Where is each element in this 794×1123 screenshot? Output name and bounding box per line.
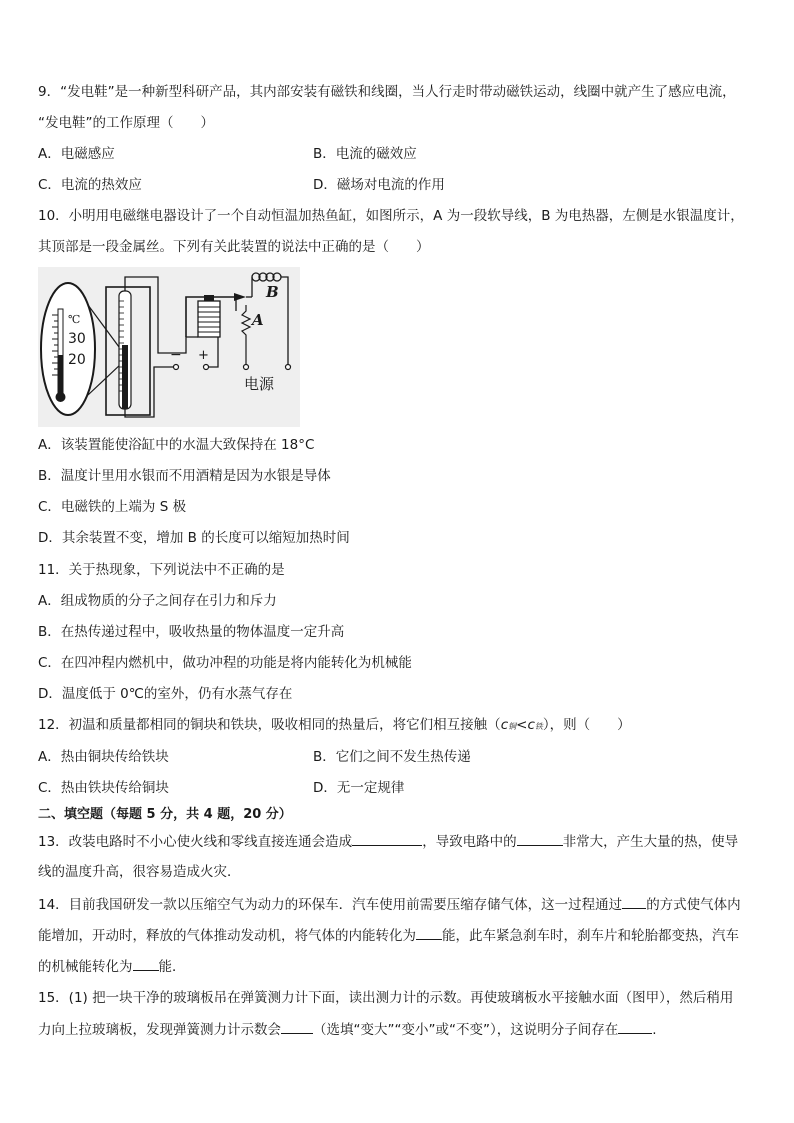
- q15-line2: [38, 1019, 657, 1040]
- control-wire-top: [125, 277, 172, 353]
- q14-line1: [38, 894, 741, 915]
- q11-option-b: B．在热传递过程中，吸收热量的物体温度一定升高: [38, 624, 345, 640]
- soft-wire-a: [242, 305, 250, 367]
- q14-part5: 的机械能转化为: [38, 959, 133, 975]
- q11-stem: 11．关于热现象，下列说法中不正确的是: [38, 562, 285, 578]
- q10-option-d: D．其余装置不变，增加 B 的长度可以缩短加热时间: [38, 530, 350, 546]
- small-thermometer-mercury: [59, 355, 63, 393]
- q12-sub-iron: 铁: [534, 722, 543, 731]
- q14-line2: [38, 925, 739, 946]
- minus-sign: −: [170, 347, 182, 363]
- q12-c-symbol: c: [500, 717, 509, 733]
- q9-option-b: B．电流的磁效应: [313, 146, 417, 162]
- power-terminal-left: [244, 365, 249, 370]
- q13-part3: 非常大，产生大量的热，使导: [562, 834, 739, 850]
- power-label: 电源: [244, 375, 275, 393]
- q14-blank-3[interactable]: [133, 956, 159, 971]
- q13-line1: [38, 831, 738, 852]
- q14-part6: 能．: [158, 959, 186, 975]
- plus-sign: +: [198, 348, 209, 363]
- q13-part1: 13．改装电路时不小心使火线和零线直接连通会造成: [38, 834, 353, 850]
- magnifier-ellipse: [41, 283, 95, 415]
- small-thermometer-bulb: [56, 392, 66, 402]
- q14-part1: 14．目前我国研发一款以压缩空气为动力的环保车．汽车使用前需要压缩存储气体，这一过程通过: [38, 897, 623, 913]
- section-title-fill-in: 二、填空题（每题 5 分，共 4 题，20 分）: [38, 807, 292, 822]
- q14-part3: 能增加，开动时，释放的气体推动发动机，将气体的内能转化为: [38, 928, 416, 944]
- q10-stem-line1: 10．小明用电磁继电器设计了一个自动恒温加热鱼缸，如图所示，A 为一段软导线，B 为电热器，左侧是水银温度计，: [38, 208, 744, 224]
- tick-30-label: 30: [68, 331, 86, 347]
- q10-stem-line2: 其顶部是一段金属丝。下列有关此装置的说法中正确的是（ ）: [38, 239, 430, 255]
- q9-stem-line2: “发电鞋”的工作原理（ ）: [38, 115, 214, 131]
- q15-part3: .: [652, 1022, 657, 1038]
- label-b: B: [266, 283, 279, 301]
- heater-b-coil: [252, 273, 281, 281]
- q13-part2: ，导致电路中的: [422, 834, 517, 850]
- q12-stem: [38, 715, 631, 737]
- q15-part2: （选填“变大”“变小”或“不变”），这说明分子间存在: [313, 1022, 619, 1038]
- q13-line2: 线的温度升高，很容易造成火灾．: [38, 864, 241, 880]
- q12-option-c: C．热由铁块传给铜块: [38, 780, 169, 796]
- relay-circuit-figure: [38, 267, 300, 427]
- q14-line3: [38, 956, 186, 977]
- tick-20-label: 20: [68, 352, 86, 368]
- q12-stem-part2: ），则（ ）: [542, 717, 631, 733]
- q10-option-a: A．该装置能使浴缸中的水温大致保持在 18°C: [38, 437, 315, 453]
- label-a: A: [252, 311, 264, 329]
- q10-option-b: B．温度计里用水银而不用酒精是因为水银是导体: [38, 468, 331, 484]
- q15-blank-1[interactable]: [281, 1019, 313, 1034]
- q11-option-c: C．在四冲程内燃机中，做功冲程的功能是将内能转化为机械能: [38, 655, 412, 671]
- q14-part4: 能，此车紧急刹车时，刹车片和轮胎都变热，汽车: [442, 928, 739, 944]
- q9-option-c: C．电流的热效应: [38, 177, 142, 193]
- q12-c-symbol-2: c: [527, 717, 535, 733]
- q11-option-d: D．温度低于 0℃的室外，仍有水蒸气存在: [38, 686, 293, 702]
- battery-terminal-plus: [204, 365, 209, 370]
- q9-option-a: A．电磁感应: [38, 146, 115, 162]
- control-wire-bottom: [125, 367, 178, 417]
- electromagnet-core: [204, 295, 214, 301]
- q15-blank-2[interactable]: [618, 1019, 652, 1034]
- q14-part2: 的方式使气体内: [646, 897, 741, 913]
- power-terminal-right: [286, 365, 291, 370]
- q14-blank-2[interactable]: [416, 925, 442, 940]
- q10-option-c: C．电磁铁的上端为 S 极: [38, 499, 187, 515]
- q14-blank-1[interactable]: [622, 894, 646, 909]
- q12-option-d: D．无一定规律: [313, 780, 405, 796]
- battery-terminal-minus: [174, 365, 179, 370]
- q13-blank-2[interactable]: [517, 831, 563, 846]
- q9-option-d: D．磁场对电流的作用: [313, 177, 445, 193]
- battery-wire: [208, 337, 218, 367]
- q13-blank-1[interactable]: [352, 831, 422, 846]
- q12-stem-part1: 12．初温和质量都相同的铜块和铁块，吸收相同的热量后，将它们相互接触（: [38, 717, 501, 733]
- unit-label: ℃: [68, 313, 81, 326]
- relay-circuit-diagram: [38, 267, 300, 427]
- heater-wire-right: [281, 277, 288, 367]
- q12-option-b: B．它们之间不发生热传递: [313, 749, 471, 765]
- q15-part1: 力向上拉玻璃板，发现弹簧测力计示数会: [38, 1022, 281, 1038]
- q15-line1: 15．(1) 把一块干净的玻璃板吊在弹簧测力计下面，读出测力计的示数。再使玻璃板水平接触水面（图甲），然后稍用: [38, 990, 734, 1006]
- q9-stem-line1: 9．“发电鞋”是一种新型科研产品，其内部安装有磁铁和线圈，当人行走时带动磁铁运动，线圈中就产生了感应电流，: [38, 84, 736, 100]
- q12-less-than: <: [516, 717, 528, 733]
- q12-option-a: A．热由铜块传给铁块: [38, 749, 169, 765]
- q12-sub-copper: 铜: [508, 722, 517, 731]
- q11-option-a: A．组成物质的分子之间存在引力和斥力: [38, 593, 277, 609]
